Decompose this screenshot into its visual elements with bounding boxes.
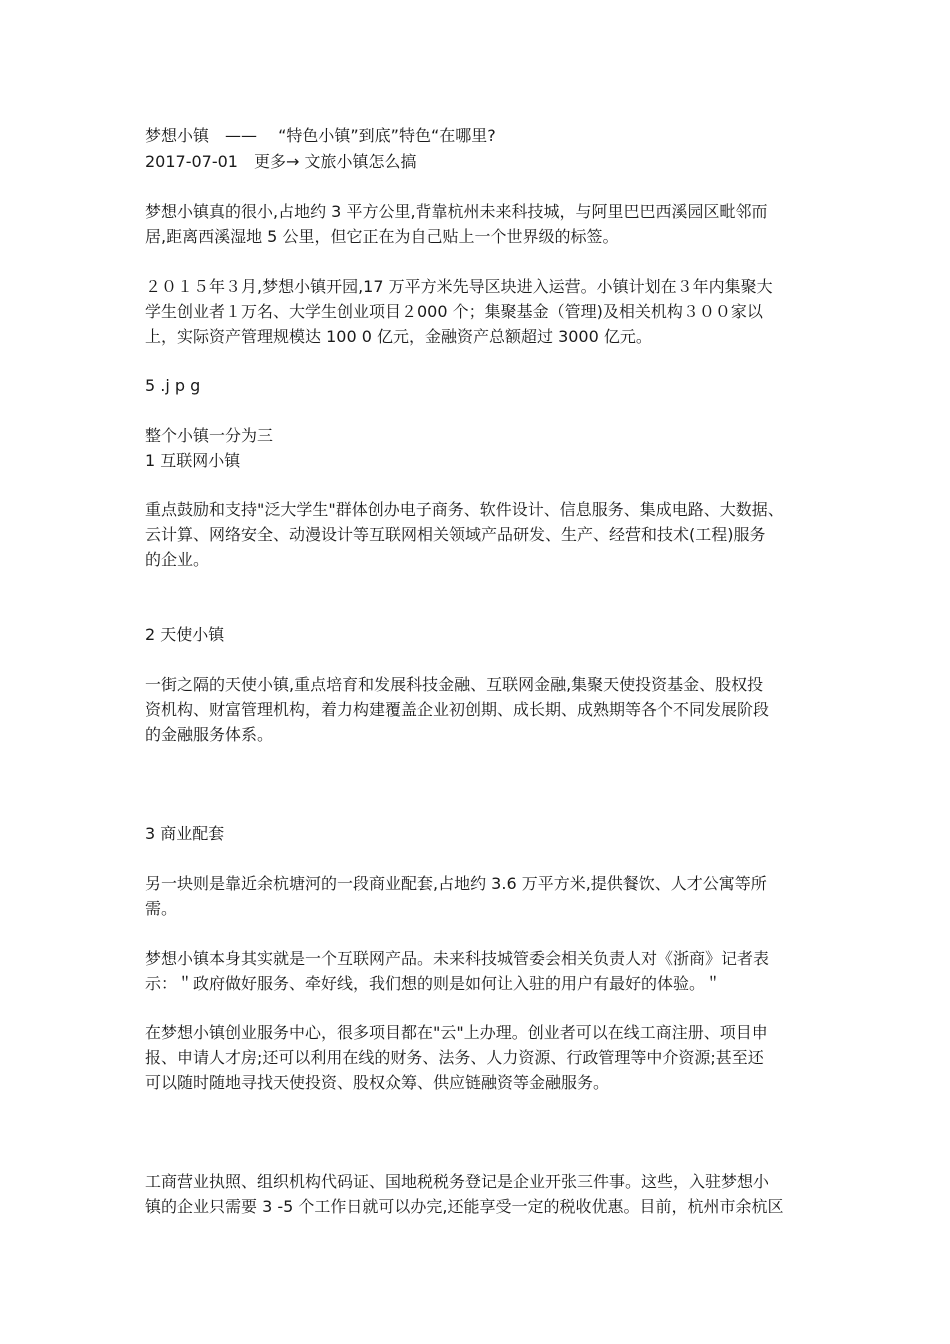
paragraph-line: 可以随时随地寻找天使投资、股权众筹、供应链融资等金融服务。 <box>145 1073 610 1092</box>
paragraph-line: 学生创业者１万名、大学生创业项目２000 个；集聚基金（管理)及相关机构３００家以 <box>145 302 763 321</box>
paragraph-line: 工商营业执照、组织机构代码证、国地税税务登记是企业开张三件事。这些，入驻梦想小 <box>145 1172 770 1191</box>
paragraph-line: 居,距离西溪湿地 5 公里，但它正在为自己贴上一个世界级的标签。 <box>145 227 619 246</box>
paragraph-line: 重点鼓励和支持"泛大学生"群体创办电子商务、软件设计、信息服务、集成电路、大数据、 <box>145 500 784 519</box>
section-heading: 3 商业配套 <box>145 824 225 843</box>
paragraph-line: 报、申请人才房;还可以利用在线的财务、法务、人力资源、行政管理等中介资源;甚至还 <box>145 1048 764 1067</box>
paragraph-line: 的企业。 <box>145 550 210 569</box>
paragraph-line: 上，实际资产管理规模达 100 0 亿元，金融资产总额超过 3000 亿元。 <box>145 327 652 346</box>
article-title: 梦想小镇 —— “特色小镇”到底”特色“在哪里? <box>145 126 496 145</box>
paragraph-line: 一街之隔的天使小镇,重点培育和发展科技金融、互联网金融,集聚天使投资基金、股权投 <box>145 675 764 694</box>
section-heading: 1 互联网小镇 <box>145 451 241 470</box>
paragraph-line: ２０１５年３月,梦想小镇开园,17 万平方米先导区块进入运营。小镇计划在３年内集聚大 <box>145 277 773 296</box>
section-heading: 2 天使小镇 <box>145 625 225 644</box>
section-intro: 整个小镇一分为三 <box>145 426 274 445</box>
article-meta: 2017-07-01 更多→ 文旅小镇怎么搞 <box>145 152 417 171</box>
paragraph-line: 另一块则是靠近余杭塘河的一段商业配套,占地约 3.6 万平方米,提供餐饮、人才公寓等所 <box>145 874 767 893</box>
paragraph-line: 资机构、财富管理机构，着力构建覆盖企业初创期、成长期、成熟期等各个不同发展阶段 <box>145 700 770 719</box>
image-placeholder-text: 5 .j p g <box>145 376 201 395</box>
paragraph-line: 云计算、网络安全、动漫设计等互联网相关领域产品研发、生产、经营和技术(工程)服务 <box>145 525 766 544</box>
paragraph-line: 需。 <box>145 899 178 918</box>
paragraph-line: 梦想小镇真的很小,占地约 3 平方公里,背靠杭州未来科技城，与阿里巴巴西溪园区毗邻而 <box>145 202 768 221</box>
paragraph-line: 在梦想小镇创业服务中心，很多项目都在"云"上办理。创业者可以在线工商注册、项目申 <box>145 1023 768 1042</box>
paragraph-line: 梦想小镇本身其实就是一个互联网产品。未来科技城管委会相关负责人对《浙商》记者表 <box>145 949 770 968</box>
paragraph-line: 镇的企业只需要 3 -5 个工作日就可以办完,还能享受一定的税收优惠。目前，杭州市余杭区 <box>145 1197 784 1216</box>
paragraph-line: 示：＂政府做好服务、牵好线，我们想的则是如何让入驻的用户有最好的体验。＂ <box>145 974 722 993</box>
paragraph-line: 的金融服务体系。 <box>145 725 274 744</box>
